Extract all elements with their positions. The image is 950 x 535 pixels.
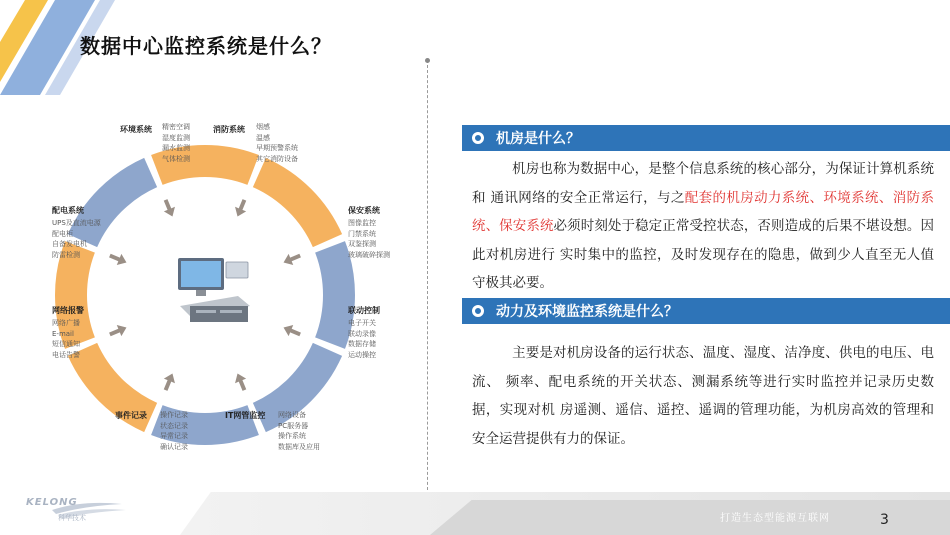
- segment-subs-net-alarm: 网络广播 E-mail 短信通知 电话告警: [52, 319, 80, 359]
- segment-subs-fire: 烟感 温感 早期预警系统 其它消防设备: [256, 123, 298, 163]
- segment-subs-environment: 精密空调 湿度监测 漏水监测 气体检测: [162, 123, 190, 163]
- segment-label-it-monitor: IT网管监控: [225, 411, 266, 420]
- inward-arrow-event-log: [108, 322, 129, 340]
- inward-arrow-it-monitor: [160, 371, 178, 392]
- segment-subs-power: UPS及直流电源 配电柜 自备发电机 防雷检测: [52, 219, 101, 259]
- section2-paragraph: 主要是对机房设备的运行状态、温度、湿度、洁净度、供电的电压、电流、 频率、配电系统的开关状态、测漏系统等进行实时监控并记录历史数据，实现对机 房遥测、遥信、遥控、遥调的管理功能，为机房高效的管理和安全运营提供有力的保证。: [472, 345, 934, 447]
- logo-text: KELONG: [26, 497, 78, 508]
- monitoring-device-icon: [178, 258, 250, 322]
- divider-dot-top: [425, 58, 430, 63]
- footer-slogan: 打造生态型能源互联网: [720, 513, 830, 524]
- segment-subs-linkage: 电子开关 联动录像 数据存储 运动操控: [348, 319, 376, 359]
- segment-subs-security: 图像监控 门禁系统 双鉴探测 玻璃破碎探测: [348, 219, 390, 259]
- inward-arrow-net-alarm: [108, 250, 129, 268]
- segment-label-linkage: 联动控制: [348, 306, 380, 315]
- inward-arrow-linkage: [232, 371, 250, 392]
- ring-segment-fire: [253, 158, 342, 247]
- segment-label-net-alarm: 网络报警: [52, 306, 84, 315]
- inward-arrow-fire: [281, 250, 302, 268]
- logo-subtext: 科华技术: [58, 514, 86, 522]
- page-title: 数据中心监控系统是什么？: [80, 34, 332, 58]
- inward-arrow-power: [160, 198, 178, 219]
- section1-paragraph: 机房也称为数据中心，是整个信息系统的核心部分，为保证计算机系统和 通讯网络的安全正常运行，与之配套的机房动力系统、环境系统、消防系统、保安系统必须时刻处于稳定正常受控状态，否则造成的后果不堪设想。因此对机房进行 实时集中的监控，及时发现存在的隐患，做到少人直至无人值守极其必要。: [472, 161, 935, 291]
- segment-label-event-log: 事件记录: [115, 411, 147, 420]
- segment-label-fire: 消防系统: [213, 125, 245, 134]
- ring-svg: [30, 110, 430, 480]
- segment-label-environment: 环境系统: [120, 125, 152, 134]
- footer-band-dark: [430, 500, 950, 535]
- segment-label-security: 保安系统: [348, 206, 380, 215]
- section-heading-what-is-monitoring: [462, 298, 950, 324]
- page-number: 3: [880, 512, 889, 528]
- monitoring-ring-diagram: [30, 110, 430, 480]
- segment-label-power: 配电系统: [52, 206, 84, 215]
- section-heading-what-is-datacenter: [462, 125, 950, 151]
- circle-bullet-icon: [472, 305, 484, 317]
- circle-bullet-icon: [472, 132, 484, 144]
- segment-subs-event-log: 操作记录 状态记录 异常记录 确认记录: [160, 411, 188, 451]
- segment-subs-it-monitor: 网络设备 PC服务器 操作系统 数据库及应用: [278, 411, 320, 451]
- section-heading-text: 动力及环境监控系统是什么？: [496, 304, 678, 320]
- inward-arrow-security: [281, 322, 302, 340]
- section-heading-text: 机房是什么？: [496, 131, 580, 147]
- highlighted-text: 配套的机房动力系统、环境系统、消防系统、保安系统: [472, 189, 935, 234]
- inward-arrow-environment: [232, 198, 250, 219]
